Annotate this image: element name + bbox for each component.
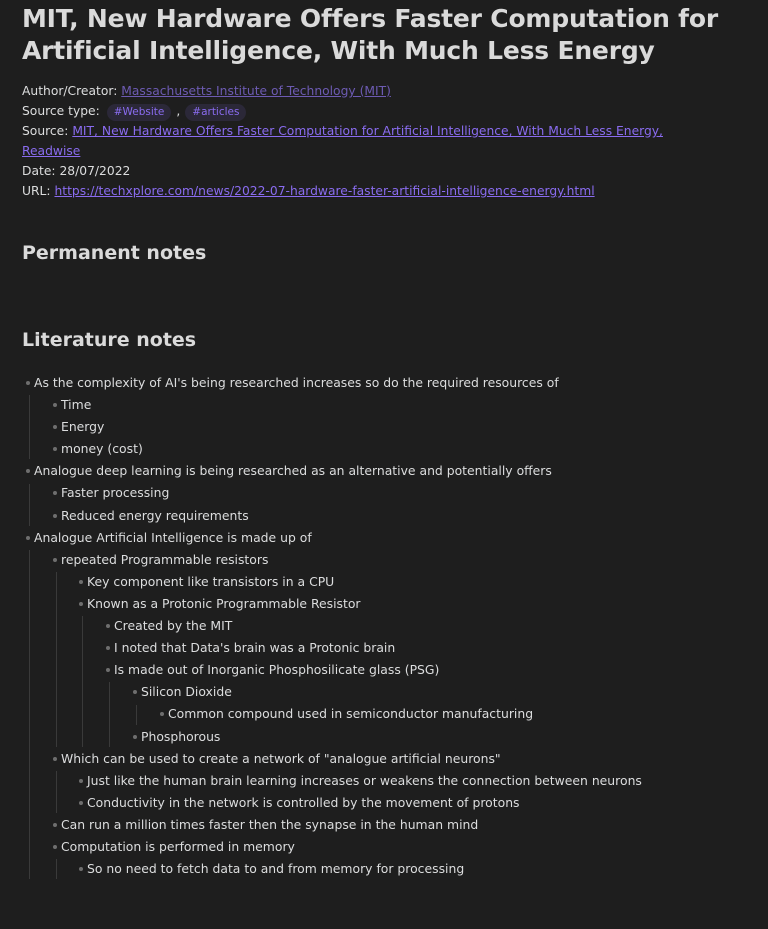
permanent-notes-heading: Permanent notes <box>22 242 207 264</box>
list-item[interactable] <box>0 416 768 438</box>
bullet-icon[interactable] <box>26 469 30 473</box>
metadata-block <box>22 81 746 201</box>
bullet-icon[interactable] <box>53 403 57 407</box>
bullet-icon[interactable] <box>53 425 57 429</box>
source-type-row <box>22 101 746 121</box>
url-label: URL: <box>22 184 51 198</box>
list-item-text: money (cost) <box>61 441 143 457</box>
bullet-icon[interactable] <box>160 712 164 716</box>
list-item[interactable] <box>0 858 768 880</box>
list-item[interactable] <box>0 505 768 527</box>
bullet-icon[interactable] <box>53 514 57 518</box>
list-item-text: Phosphorous <box>141 728 221 744</box>
bullet-icon[interactable] <box>53 558 57 562</box>
literature-notes-list <box>0 372 768 880</box>
list-item[interactable] <box>0 659 768 681</box>
bullet-icon[interactable] <box>106 646 110 650</box>
indent-guide <box>82 616 83 747</box>
bullet-icon[interactable] <box>53 491 57 495</box>
source-label: Source: <box>22 124 69 138</box>
list-item-text: Can run a million times faster then the synapse in the human mind <box>61 816 479 832</box>
indent-guide <box>136 705 137 725</box>
list-item[interactable] <box>0 372 768 394</box>
list-item-text: Faster processing <box>61 485 170 501</box>
bullet-icon[interactable] <box>53 845 57 849</box>
source-type-label: Source type: <box>22 104 100 118</box>
list-item-text: Is made out of Inorganic Phosphosilicate glass (PSG) <box>114 662 440 678</box>
literature-notes-heading: Literature notes <box>22 329 197 351</box>
list-item-text: repeated Programmable resistors <box>61 551 269 567</box>
page-title: MIT, New Hardware Offers Faster Computation for Artificial Intelligence, With Much Less Energy <box>22 4 718 65</box>
list-item-text: Analogue deep learning is being researched as an alternative and potentially offers <box>34 463 552 479</box>
list-item-text: As the complexity of AI's being researched increases so do the required resources of <box>34 375 559 390</box>
list-item[interactable] <box>0 482 768 504</box>
list-item[interactable] <box>0 748 768 770</box>
list-item-text: I noted that Data's brain was a Protonic brain <box>114 640 396 656</box>
bullet-icon[interactable] <box>106 624 110 628</box>
bullet-icon[interactable] <box>26 381 30 385</box>
source-link[interactable]: MIT, New Hardware Offers Faster Computation for Artificial Intelligence, With Much Less Energy, <box>72 124 663 138</box>
list-item-text: Conductivity in the network is controlled by the movement of protons <box>87 794 520 810</box>
list-item-text: Reduced energy requirements <box>61 507 249 523</box>
bullet-icon[interactable] <box>53 823 57 827</box>
source-row <box>22 121 746 161</box>
tag-separator: , <box>176 104 181 118</box>
indent-guide <box>56 859 57 879</box>
list-item[interactable] <box>0 836 768 858</box>
list-item-text: Just like the human brain learning increases or weakens the connection between neurons <box>87 772 642 788</box>
date-row <box>22 161 746 181</box>
bullet-icon[interactable] <box>53 757 57 761</box>
list-item[interactable] <box>0 438 768 460</box>
bullet-icon[interactable] <box>106 668 110 672</box>
list-item-text: Computation is performed in memory <box>61 838 295 854</box>
bullet-icon[interactable] <box>26 536 30 540</box>
date-label: Date: <box>22 164 56 178</box>
tag-articles[interactable]: #articles <box>185 104 246 121</box>
list-item[interactable] <box>0 814 768 836</box>
list-item-text: Which can be used to create a network of "analogue artificial neurons" <box>61 750 501 766</box>
indent-guide <box>56 572 57 747</box>
list-item[interactable] <box>0 593 768 615</box>
note-page <box>0 0 768 201</box>
bullet-icon[interactable] <box>79 779 83 783</box>
list-item[interactable] <box>0 615 768 637</box>
list-item[interactable] <box>0 770 768 792</box>
author-label: Author/Creator: <box>22 84 118 98</box>
indent-guide <box>109 682 110 746</box>
url-link[interactable]: https://techxplore.com/news/2022-07-hardware-faster-artificial-intelligence-energy.html <box>54 184 595 198</box>
list-item[interactable] <box>0 792 768 814</box>
list-item[interactable] <box>0 637 768 659</box>
bullet-icon[interactable] <box>53 447 57 451</box>
url-row <box>22 181 746 201</box>
readwise-link[interactable]: Readwise <box>22 144 81 158</box>
indent-guide <box>29 484 30 526</box>
list-item-text: Energy <box>61 419 105 435</box>
list-item-text: Common compound used in semiconductor manufacturing <box>168 706 534 722</box>
list-item-text: Silicon Dioxide <box>141 684 232 700</box>
bullet-icon[interactable] <box>79 602 83 606</box>
list-item[interactable] <box>0 527 768 549</box>
list-item-text: Created by the MIT <box>114 618 233 634</box>
list-item-text: So no need to fetch data to and from memory for processing <box>87 861 465 877</box>
bullet-icon[interactable] <box>79 801 83 805</box>
indent-guide <box>29 395 30 459</box>
list-item[interactable] <box>0 394 768 416</box>
list-item-text: Analogue Artificial Intelligence is made up of <box>34 529 312 545</box>
date-value: 28/07/2022 <box>59 164 131 178</box>
list-item[interactable] <box>0 571 768 593</box>
bullet-icon[interactable] <box>79 867 83 871</box>
bullet-icon[interactable] <box>79 580 83 584</box>
list-item[interactable] <box>0 681 768 703</box>
tag-website[interactable]: #Website <box>107 104 172 121</box>
list-item-text: Key component like transistors in a CPU <box>87 573 335 589</box>
indent-guide <box>29 550 30 880</box>
author-link[interactable]: Massachusetts Institute of Technology (MIT) <box>121 84 391 98</box>
list-item[interactable] <box>0 549 768 571</box>
list-item[interactable] <box>0 703 768 725</box>
bullet-icon[interactable] <box>133 690 137 694</box>
list-item[interactable] <box>0 460 768 482</box>
indent-guide <box>56 771 57 813</box>
author-row <box>22 81 746 101</box>
list-item-text: Known as a Protonic Programmable Resistor <box>87 595 361 611</box>
list-item[interactable] <box>0 726 768 748</box>
list-item-text: Time <box>61 397 92 413</box>
bullet-icon[interactable] <box>133 735 137 739</box>
